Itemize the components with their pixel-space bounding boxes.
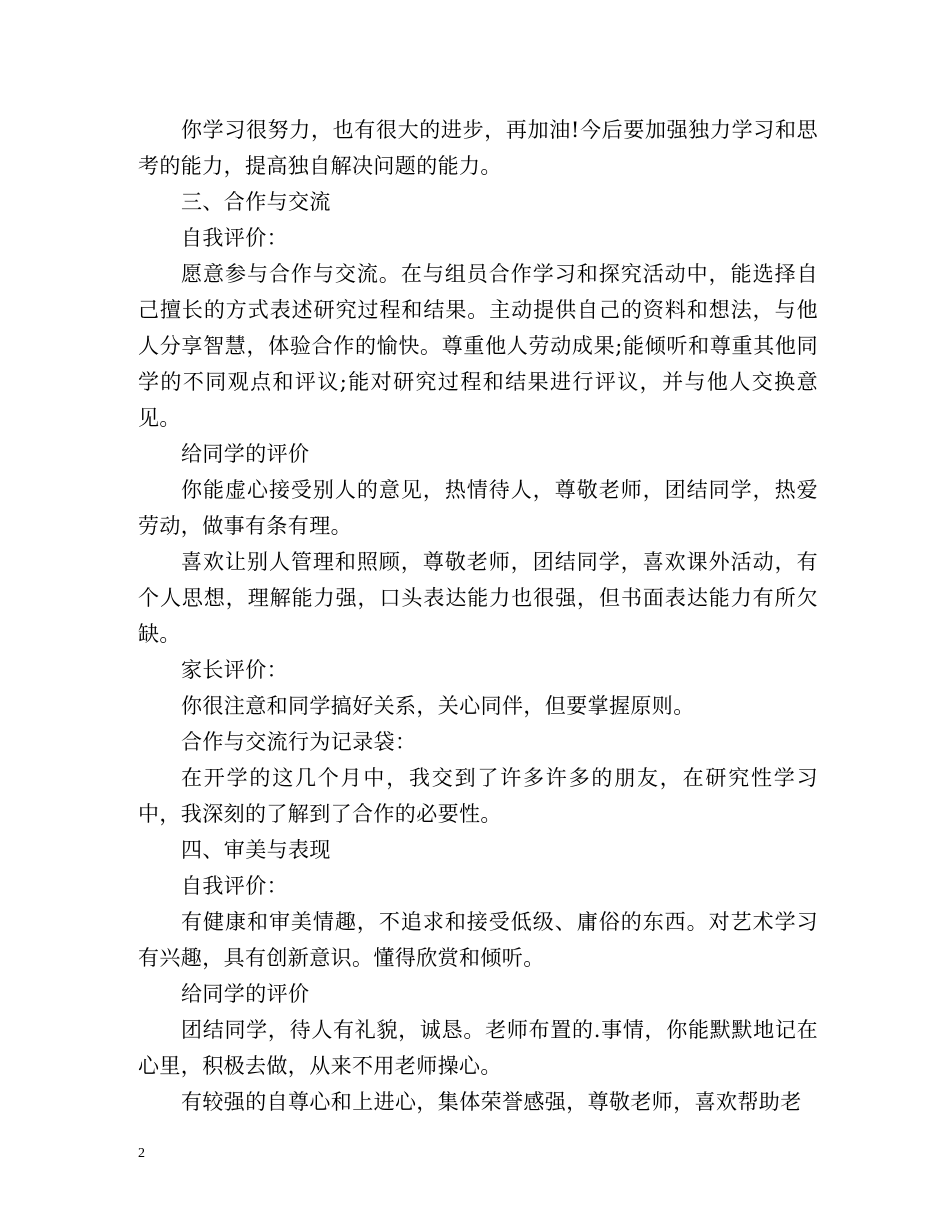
paragraph-peer-evaluation-1: 你能虚心接受别人的意见，热情待人，尊敬老师，团结同学，热爱劳动，做事有条有理。 [138, 478, 818, 538]
document-body [138, 112, 818, 1120]
paragraph-peer-evaluation-2: 喜欢让别人管理和照顾，尊敬老师，团结同学，喜欢课外活动，有个人思想，理解能力强，口头表达能力也很强，但书面表达能力有所欠缺。 [138, 550, 818, 646]
section-heading-cooperation: 三、合作与交流 [181, 190, 331, 214]
page-number: 2 [138, 1146, 145, 1161]
paragraph-self-evaluation: 愿意参与合作与交流。在与组员合作学习和探究活动中，能选择自己擅长的方式表述研究过程和结果。主动提供自己的资料和想法，与他人分享智慧，体验合作的愉快。尊重他人劳动成果;能倾听和尊重其他同学的不同观点和评议;能对研究过程和结果进行评议，并与他人交换意见。 [138, 262, 818, 430]
subheading-peer-evaluation: 给同学的评价 [181, 442, 310, 466]
paragraph-self-evaluation-2: 有健康和审美情趣，不追求和接受低级、庸俗的东西。对艺术学习有兴趣，具有创新意识。懂得欣赏和倾听。 [138, 910, 818, 970]
subheading-record-bag: 合作与交流行为记录袋： [181, 730, 417, 754]
subheading-peer-evaluation-2: 给同学的评价 [181, 982, 310, 1006]
subheading-self-evaluation: 自我评价： [181, 226, 288, 250]
paragraph-peer-evaluation-4: 有较强的自尊心和上进心，集体荣誉感强，尊敬老师，喜欢帮助老 [181, 1090, 802, 1114]
paragraph-peer-evaluation-3: 团结同学，待人有礼貌，诚恳。老师布置的.事情，你能默默地记在心里，积极去做，从来不用老师操心。 [138, 1018, 818, 1078]
subheading-self-evaluation-2: 自我评价： [181, 874, 288, 898]
subheading-parent-evaluation: 家长评价： [181, 658, 288, 682]
section-heading-aesthetics: 四、审美与表现 [181, 838, 331, 862]
paragraph-parent-evaluation: 你很注意和同学搞好关系，关心同伴，但要掌握原则。 [181, 694, 695, 718]
paragraph-record-bag: 在开学的这几个月中，我交到了许多许多的朋友，在研究性学习中，我深刻的了解到了合作的必要性。 [138, 766, 818, 826]
paragraph-continuation: 你学习很努力，也有很大的进步，再加油!今后要加强独力学习和思考的能力，提高独自解决问题的能力。 [138, 118, 818, 178]
